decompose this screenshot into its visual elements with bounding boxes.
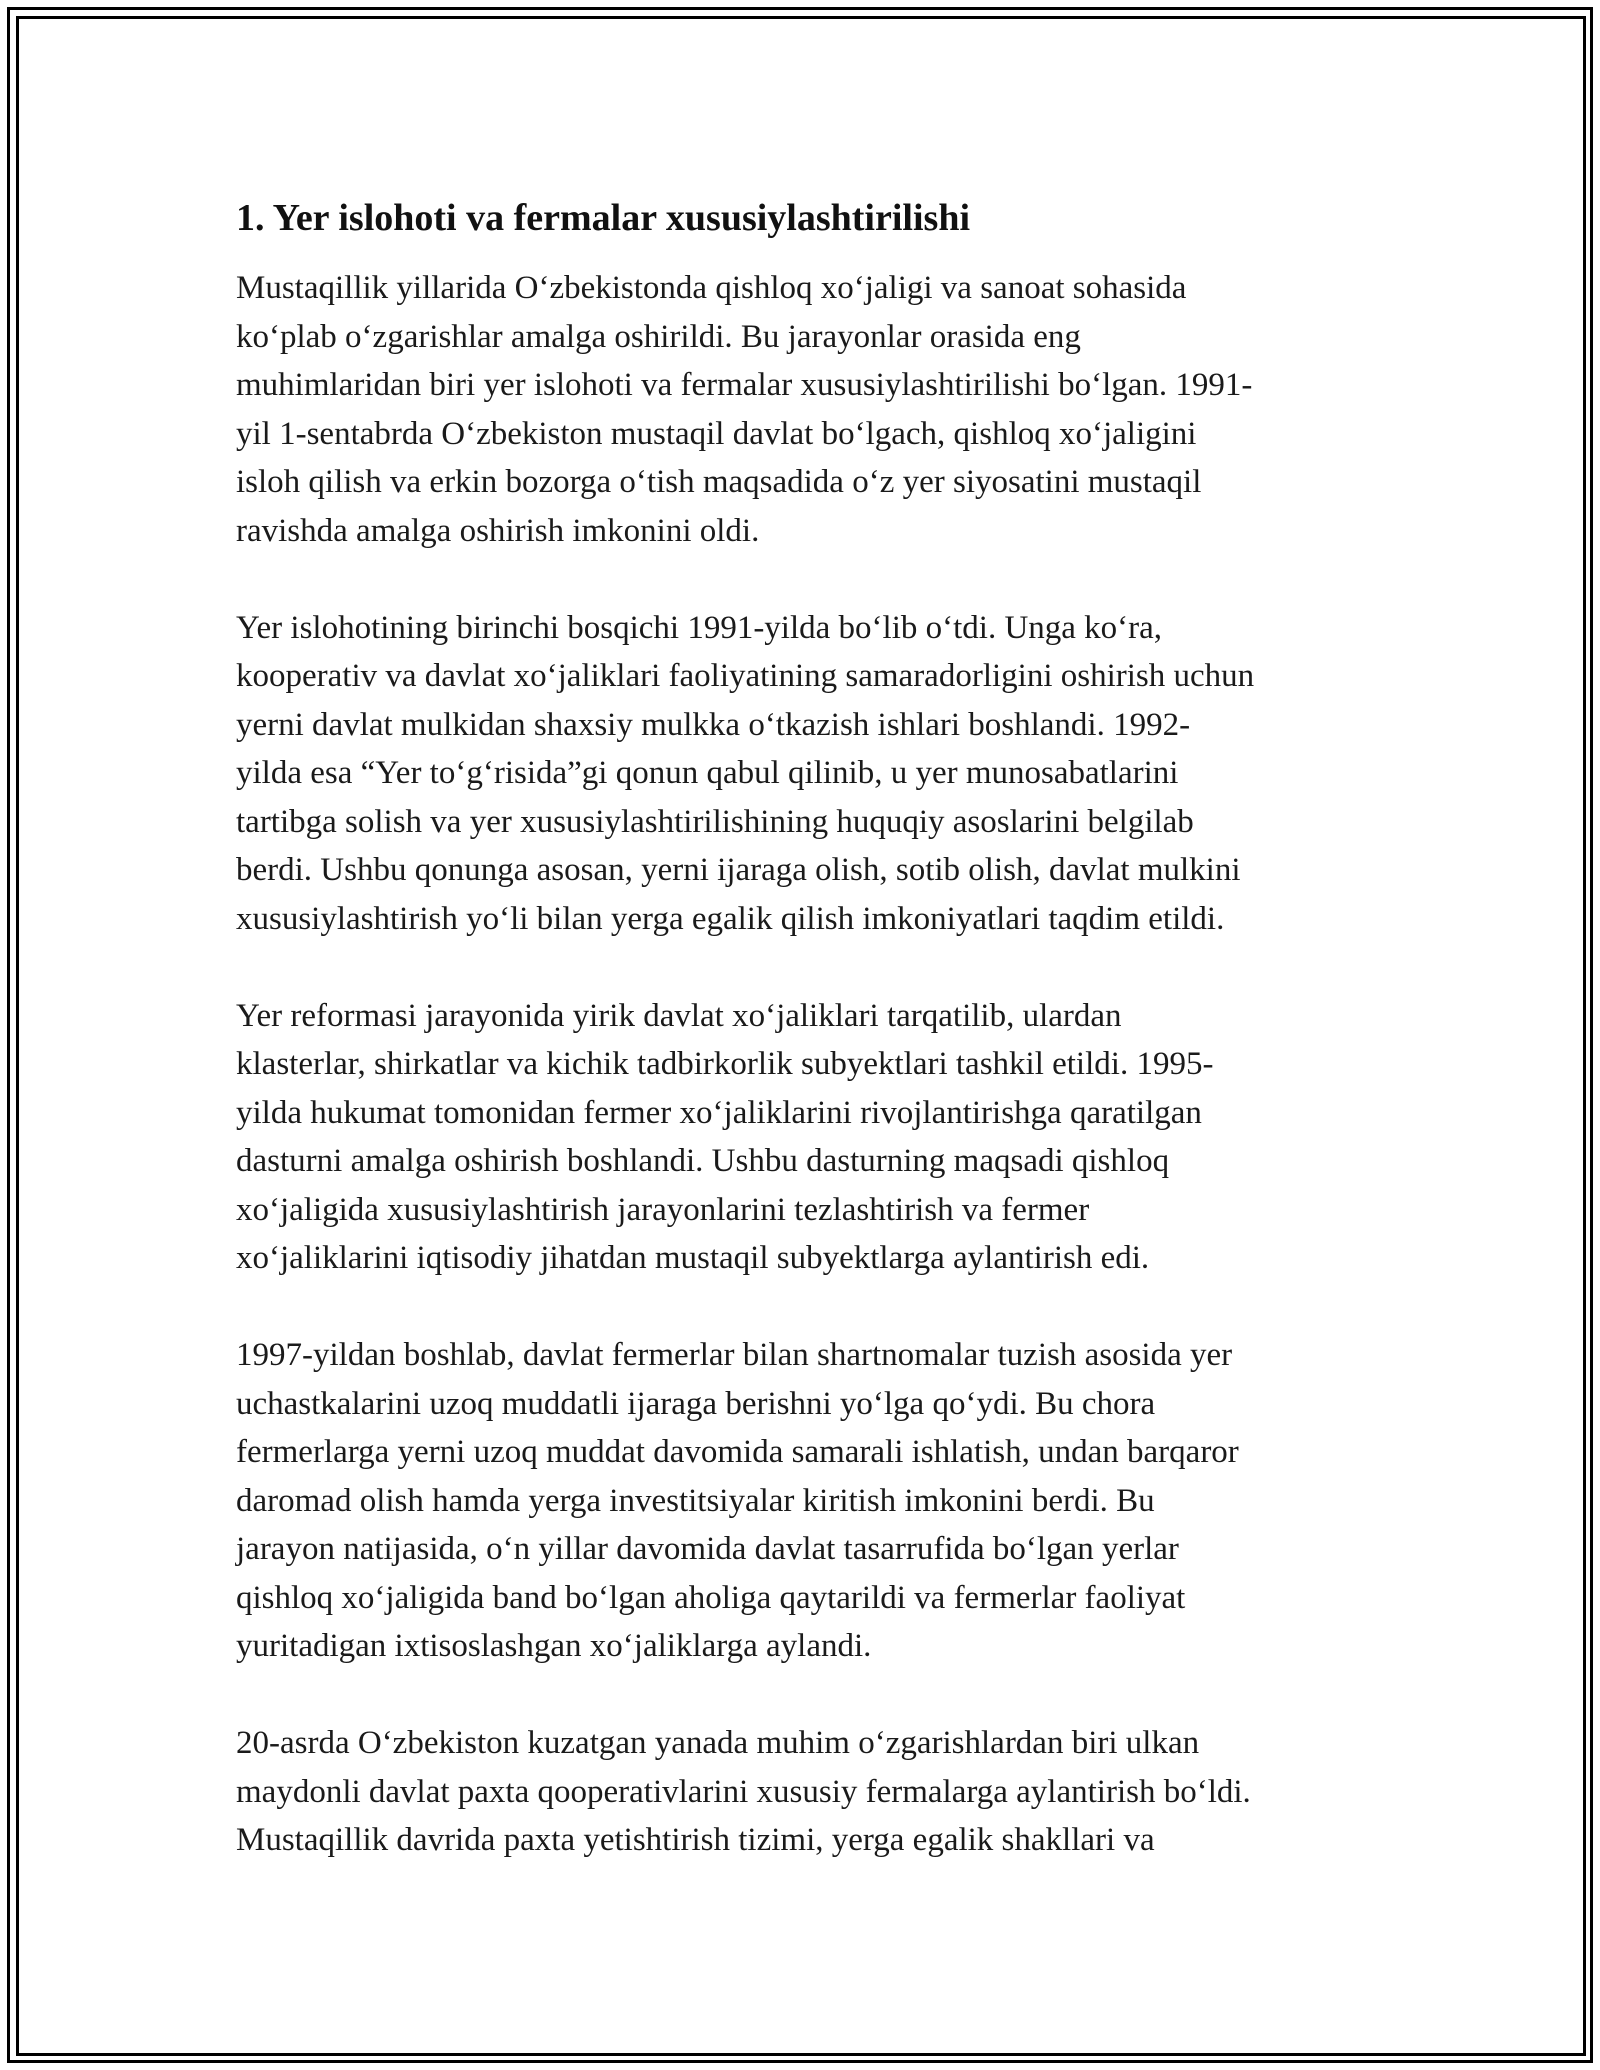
text-line: ravishda amalga oshirish imkonini oldi. bbox=[236, 512, 760, 549]
text-line: berdi. Ushbu qonunga asosan, yerni ijaraga olish, sotib olish, davlat mulkini bbox=[236, 852, 1241, 888]
text-line: kooperativ va davlat xo‘jaliklari faoliyatining samaradorligini oshirish uchun bbox=[236, 658, 1255, 694]
section-heading: 1. Yer islohoti va fermalar xususiylashtirilishi bbox=[236, 197, 971, 239]
text-line: xo‘jaligida xususiylashtirish jarayonlarini tezlashtirish va fermer bbox=[236, 1191, 1090, 1228]
paragraph-4 bbox=[236, 1331, 1376, 1671]
paragraph-5 bbox=[236, 1719, 1376, 1865]
text-line: Mustaqillik yillarida O‘zbekistonda qishloq xo‘jaligi va sanoat sohasida bbox=[236, 270, 1187, 306]
text-line: yerni davlat mulkidan shaxsiy mulkka o‘tkazish ishlari boshlandi. 1992- bbox=[236, 706, 1191, 743]
text-line: muhimlaridan biri yer islohoti va fermalar xususiylashtirilishi bo‘lgan. 1991- bbox=[236, 367, 1253, 403]
text-line: Yer islohotining birinchi bosqichi 1991-yilda bo‘lib o‘tdi. Unga ko‘ra, bbox=[236, 609, 1163, 646]
text-line: yuritadigan ixtisoslashgan xo‘jaliklarga aylandi. bbox=[236, 1628, 872, 1664]
text-line: fermerlarga yerni uzoq muddat davomida samarali ishlatish, undan barqaror bbox=[236, 1434, 1239, 1470]
text-line: Mustaqillik davrida paxta yetishtirish tizimi, yerga egalik shakllari va bbox=[236, 1822, 1155, 1858]
text-line: tartibga solish va yer xususiylashtirilishining huquqiy asoslarini belgilab bbox=[236, 803, 1194, 840]
text-line: xo‘jaliklarini iqtisodiy jihatdan mustaqil subyektlarga aylantirish edi. bbox=[236, 1240, 1150, 1276]
text-line: klasterlar, shirkatlar va kichik tadbirkorlik subyektlari tashkil etildi. 1995- bbox=[236, 1046, 1214, 1082]
text-line: ko‘plab o‘zgarishlar amalga oshirildi. Bu jarayonlar orasida eng bbox=[236, 318, 1081, 355]
text-line: 20-asrda O‘zbekiston kuzatgan yanada muhim o‘zgarishlardan biri ulkan bbox=[236, 1725, 1200, 1761]
text-line: qishloq xo‘jaligida band bo‘lgan aholiga qaytarildi va fermerlar faoliyat bbox=[236, 1579, 1186, 1616]
text-line: 1997-yildan boshlab, davlat fermerlar bilan shartnomalar tuzish asosida yer bbox=[236, 1337, 1233, 1373]
text-line: Yer reformasi jarayonida yirik davlat xo‘jaliklari tarqatilib, ulardan bbox=[236, 997, 1122, 1034]
text-line: jarayon natijasida, o‘n yillar davomida davlat tasarrufida bo‘lgan yerlar bbox=[236, 1531, 1179, 1567]
text-line: isloh qilish va erkin bozorga o‘tish maqsadida o‘z yer siyosatini mustaqil bbox=[236, 464, 1202, 500]
text-line: yil 1-sentabrda O‘zbekiston mustaqil davlat bo‘lgach, qishloq xo‘jaligini bbox=[236, 415, 1197, 452]
text-line: daromad olish hamda yerga investitsiyalar kiritish imkonini berdi. Bu bbox=[236, 1482, 1155, 1519]
paragraph-3 bbox=[236, 992, 1376, 1283]
text-line: dasturni amalga oshirish boshlandi. Ushbu dasturning maqsadi qishloq bbox=[236, 1143, 1170, 1179]
document-body bbox=[236, 180, 1376, 1865]
text-line: uchastkalarini uzoq muddatli ijaraga berishni yo‘lga qo‘ydi. Bu chora bbox=[236, 1385, 1156, 1422]
text-line: maydonli davlat paxta qooperativlarini xususiy fermalarga aylantirish bo‘ldi. bbox=[236, 1773, 1251, 1810]
text-line: xususiylashtirish yo‘li bilan yerga egalik qilish imkoniyatlari taqdim etildi. bbox=[236, 900, 1225, 937]
paragraph-2 bbox=[236, 604, 1376, 944]
paragraph-1 bbox=[236, 264, 1376, 555]
text-line: yilda esa “Yer to‘g‘risida”gi qonun qabul qilinib, u yer munosabatlarini bbox=[236, 755, 1179, 791]
text-line: yilda hukumat tomonidan fermer xo‘jaliklarini rivojlantirishga qaratilgan bbox=[236, 1094, 1202, 1131]
